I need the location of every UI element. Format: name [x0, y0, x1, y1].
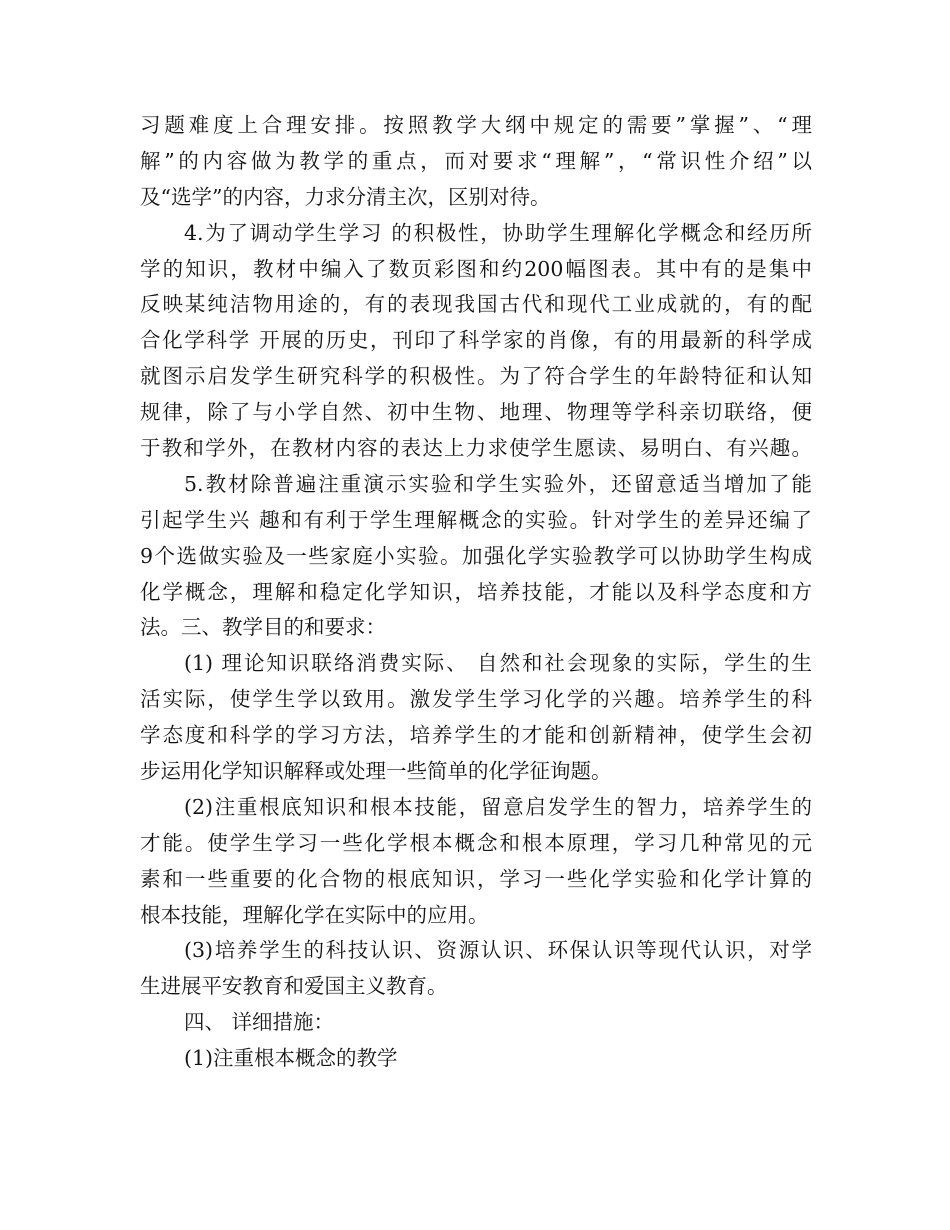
text-line: 四、 详细措施： [184, 1010, 335, 1035]
text-line: 及“选学”的内容，力求分清主次，区别对待。 [140, 184, 551, 209]
text-line: 引起学生兴 趣和有利于学生理解概念的实验。针对学生的差异还编了 [140, 507, 812, 532]
text-line: 素和一些重要的化合物的根底知识，学习一些化学实验和化学计算的 [140, 866, 812, 891]
text-line: (1)注重根本概念的教学 [184, 1046, 398, 1071]
text-line: 才能。使学生学习一些化学根本概念和根本原理，学习几种常见的元 [140, 830, 812, 855]
text-line: 步运用化学知识解释或处理一些简单的化学征询题。 [140, 759, 612, 784]
text-line: 反映某纯洁物用途的，有的表现我国古代和现代工业成就的，有的配 [140, 292, 812, 317]
text-line: 根本技能，理解化学在实际中的应用。 [140, 902, 489, 927]
text-line: 规律，除了与小学自然、初中生物、地理、物理等学科亲切联络，便 [140, 400, 812, 425]
text-line: 就图示启发学生研究科学的积极性。为了符合学生的年龄特征和认知 [140, 364, 812, 389]
text-line: 学的知识，教材中编入了数页彩图和约200幅图表。其中有的是集中 [140, 256, 812, 281]
text-line: (1) 理论知识联络消费实际、 自然和社会现象的实际，学生的生 [184, 651, 812, 676]
text-line: 习题难度上合理安排。按照教学大纲中规定的需要”掌握”、“理 [140, 113, 812, 137]
text-line: 5.教材除普遍注重演示实验和学生实验外，还留意适当增加了能 [184, 471, 812, 496]
text-line: 生进展平安教育和爱国主义教育。 [140, 974, 448, 999]
text-line: (2)注重根底知识和根本技能，留意启发学生的智力，培养学生的 [184, 794, 812, 819]
text-line: 学态度和科学的学习方法，培养学生的才能和创新精神，使学生会初 [140, 723, 812, 748]
text-line: 4.为了调动学生学习 的积极性，协助学生理解化学概念和经历所 [184, 220, 812, 245]
text-line: 法。三、教学目的和要求： [140, 615, 386, 640]
text-line: 于教和学外，在教材内容的表达上力求使学生愿读、易明白、有兴趣。 [140, 436, 812, 461]
text-line: 活实际，使学生学以致用。激发学生学习化学的兴趣。培养学生的科 [140, 687, 812, 712]
text-line: 化学概念，理解和稳定化学知识，培养技能，才能以及科学态度和方 [140, 579, 812, 604]
text-line: 9个选做实验及一些家庭小实验。加强化学实验教学可以协助学生构成 [140, 543, 812, 568]
text-line: (3)培养学生的科技认识、资源认识、环保认识等现代认识，对学 [184, 938, 812, 963]
text-line: 合化学科学 开展的历史，刊印了科学家的肖像，有的用最新的科学成 [140, 328, 812, 353]
document-page [140, 108, 812, 1077]
text-line: 解”的内容做为教学的重点，而对要求“理解”，“常识性介绍”以 [140, 148, 812, 173]
